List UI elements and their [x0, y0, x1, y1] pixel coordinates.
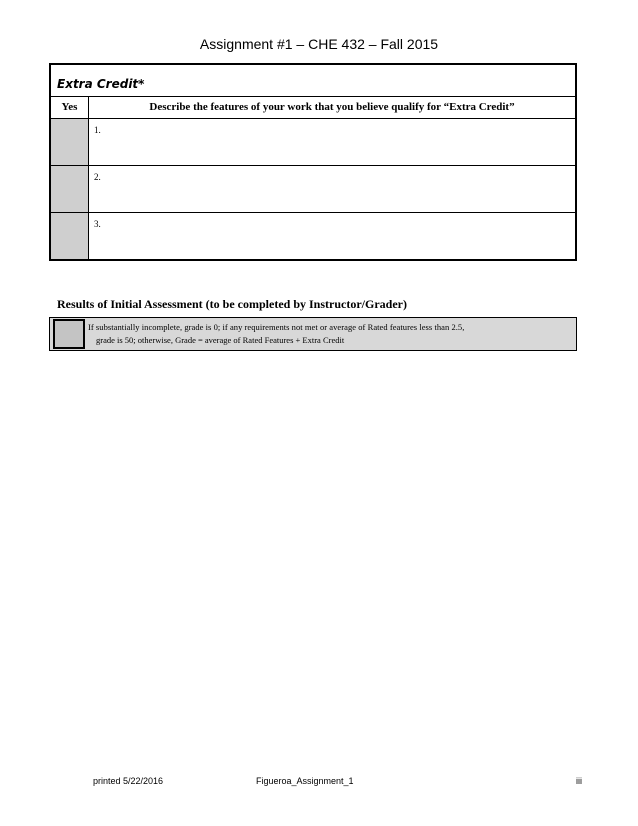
results-line-2: grade is 50; otherwise, Grade = average of Rated Features + Extra Credit [96, 335, 345, 345]
extra-credit-table [49, 63, 577, 261]
results-title: Results of Initial Assessment (to be completed by Instructor/Grader) [57, 297, 407, 311]
extra-credit-item-label[interactable]: 2. [94, 172, 101, 182]
describe-column-header: Describe the features of your work that you believe qualify for “Extra Credit” [149, 101, 515, 113]
yes-checkbox[interactable] [51, 166, 89, 212]
results-line-1: If substantially incomplete, grade is 0; if any requirements not met or average of Rated features less than 2.5, [88, 322, 465, 332]
extra-credit-row [51, 119, 575, 166]
extra-credit-item-label[interactable]: 3. [94, 219, 101, 229]
results-description [88, 318, 576, 350]
grade-checkbox[interactable] [53, 319, 85, 349]
yes-column-header: Yes [51, 97, 89, 118]
footer-printed-date: printed 5/22/2016 [93, 776, 164, 786]
extra-credit-row [51, 166, 575, 213]
results-box [49, 317, 577, 351]
extra-credit-title: Extra Credit* [51, 65, 575, 97]
extra-credit-item-label[interactable]: 1. [94, 125, 101, 135]
page-title: Assignment #1 – CHE 432 – Fall 2015 [199, 36, 439, 52]
yes-checkbox[interactable] [51, 119, 89, 165]
footer-filename: Figueroa_Assignment_1 [256, 776, 354, 786]
footer-page-number: iii [576, 776, 582, 786]
yes-checkbox[interactable] [51, 213, 89, 259]
extra-credit-row [51, 213, 575, 259]
extra-credit-header-row [51, 97, 575, 119]
